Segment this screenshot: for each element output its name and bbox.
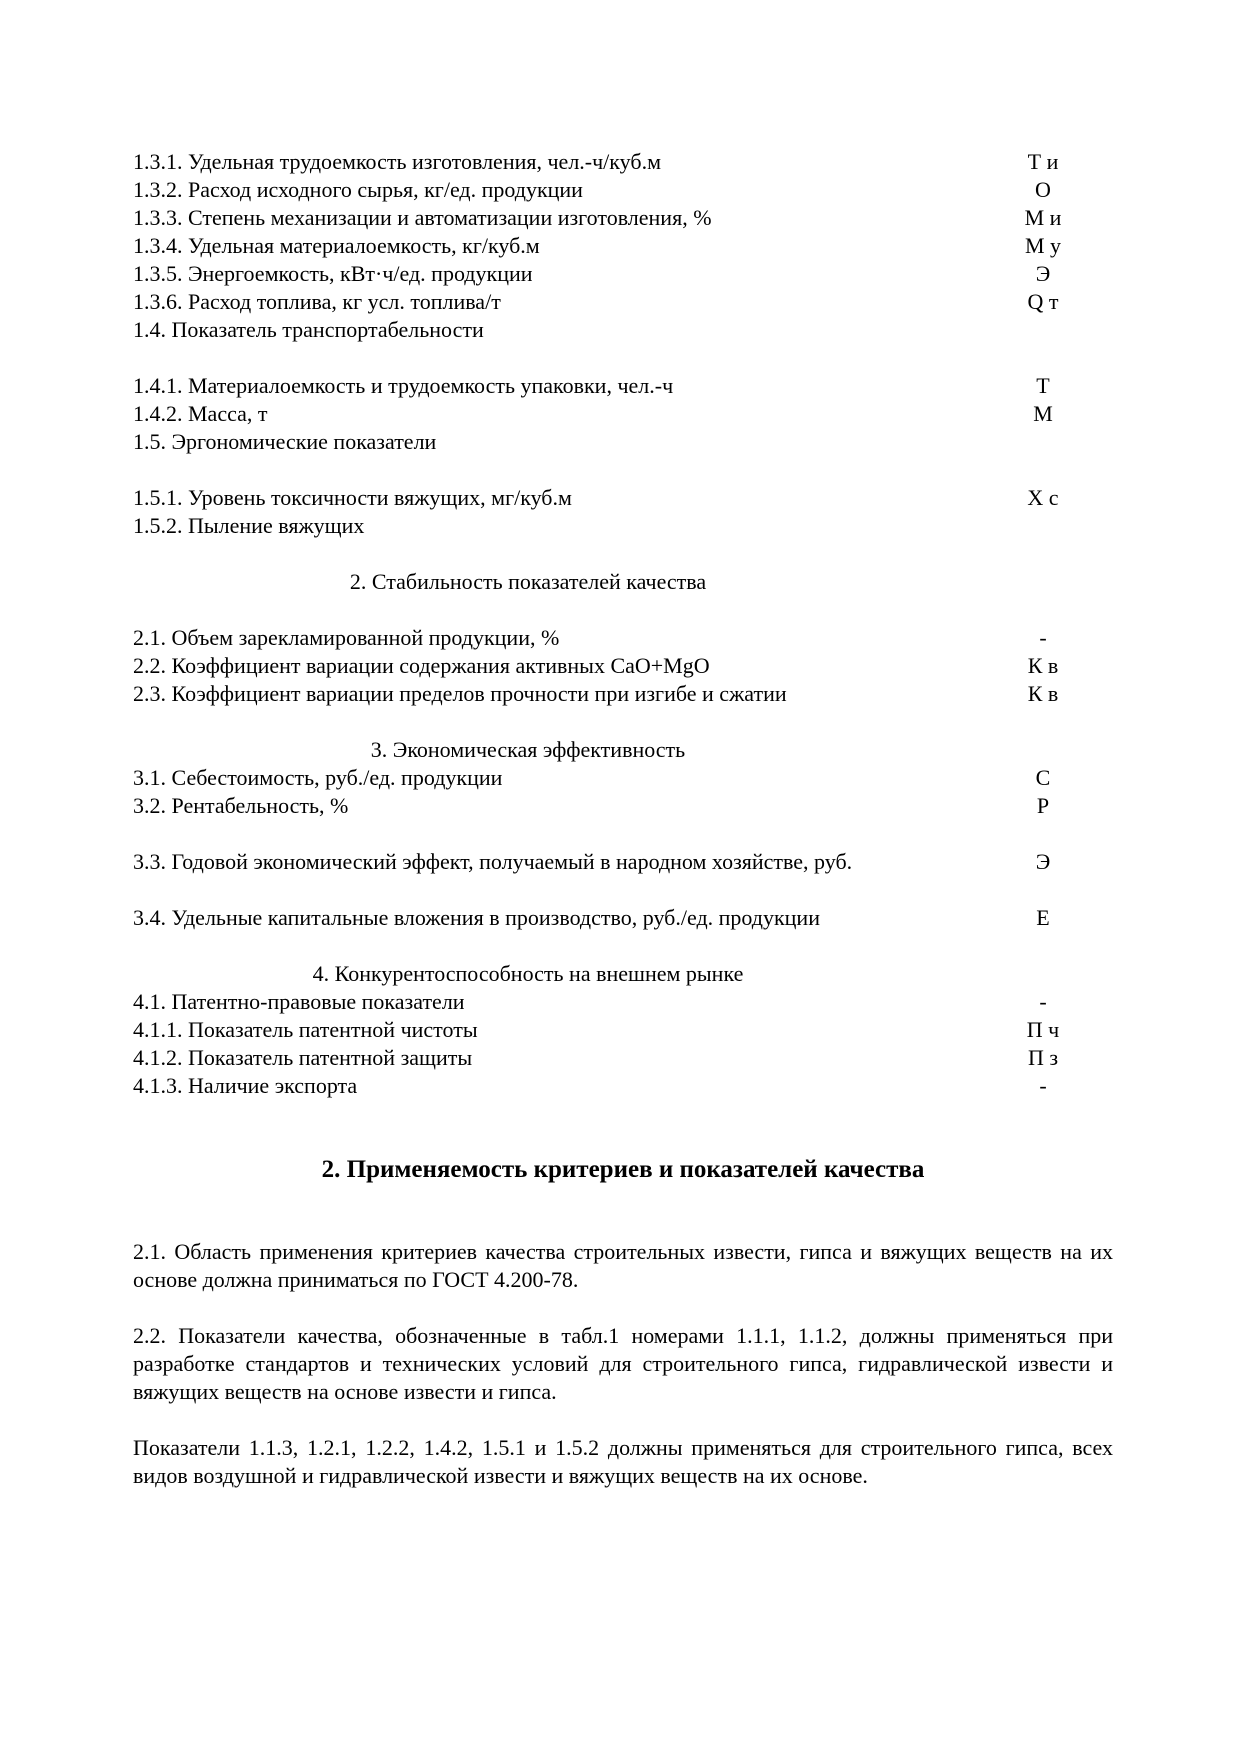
row-label: 1.5.1. Уровень токсичности вяжущих, мг/куб.м <box>133 485 572 510</box>
row-label: 1.3.5. Энергоемкость, кВт·ч/ед. продукции <box>133 261 533 286</box>
row-symbol <box>923 512 1113 540</box>
row-label: 1.3.4. Удельная материалоемкость, кг/куб.м <box>133 233 540 258</box>
spacer <box>133 1294 1113 1322</box>
spacer <box>133 596 1113 624</box>
row-symbol: Q т <box>1027 289 1059 314</box>
table-row <box>133 232 1113 260</box>
table-heading-stability <box>133 568 1113 596</box>
row-symbol: М <box>1033 401 1053 426</box>
row-label: 1.3.1. Удельная трудоемкость изготовления, чел.-ч/куб.м <box>133 149 661 174</box>
table-row <box>133 372 1113 400</box>
row-symbol: М у <box>1024 233 1062 258</box>
spacer <box>133 1188 1113 1238</box>
spacer <box>133 932 1113 960</box>
table-row <box>133 652 1113 680</box>
spacer <box>133 456 1113 484</box>
row-symbol: Э <box>1035 261 1051 286</box>
row-label: 3.2. Рентабельность, % <box>133 793 349 818</box>
spacer <box>133 540 1113 568</box>
spacer <box>133 344 1113 372</box>
row-symbol: Э <box>1035 849 1051 874</box>
table-group-2 <box>133 624 1113 708</box>
paragraph: 2.2. Показатели качества, обозначенные в табл.1 номерами 1.1.1, 1.1.2, должны применяться при разработке стандартов и технических условий для строительного гипса, гидравлической извести и вяжущих веществ на основе извести и гипса. <box>133 1323 1113 1404</box>
table-heading-economic <box>133 736 1113 764</box>
row-symbol: Р <box>1036 793 1050 818</box>
row-label: 3.3. Годовой экономический эффект, получаемый в народном хозяйстве, руб. <box>133 849 853 874</box>
heading-text: 4. Конкурентоспособность на внешнем рынке <box>312 961 744 986</box>
table-row <box>133 764 1113 792</box>
row-symbol: М и <box>1024 205 1062 230</box>
row-symbol <box>923 316 1113 344</box>
row-label: 4.1.1. Показатель патентной чистоты <box>133 1017 478 1042</box>
row-symbol: К в <box>1027 681 1059 706</box>
table-heading-competitiveness <box>133 960 1113 988</box>
spacer <box>133 820 1113 848</box>
row-label: 3.1. Себестоимость, руб./ед. продукции <box>133 765 503 790</box>
row-symbol: П ч <box>1026 1017 1060 1042</box>
row-label: 1.4. Показатель транспортабельности <box>133 317 484 342</box>
row-symbol: Е <box>1036 905 1050 930</box>
section-title: 2. Применяемость критериев и показателей качества <box>321 1156 925 1183</box>
row-symbol: Х с <box>1027 485 1059 510</box>
paragraph: Показатели 1.1.3, 1.2.1, 1.2.2, 1.4.2, 1.5.1 и 1.5.2 должны применяться для строительного гипса, всех видов воздушной и гидравлической извести и вяжущих веществ на их основе. <box>133 1435 1113 1488</box>
row-label: 1.5. Эргономические показатели <box>133 429 437 454</box>
row-label: 1.3.3. Степень механизации и автоматизации изготовления, % <box>133 205 712 230</box>
table-group-4 <box>133 988 1113 1100</box>
table-row <box>133 988 1113 1016</box>
row-label: 1.4.1. Материалоемкость и трудоемкость упаковки, чел.-ч <box>133 373 674 398</box>
row-label: 4.1.3. Наличие экспорта <box>133 1073 358 1098</box>
table-row <box>133 624 1113 652</box>
row-symbol: - <box>1039 989 1047 1014</box>
row-label: 3.4. Удельные капитальные вложения в производство, руб./ед. продукции <box>133 905 820 930</box>
heading-text: 2. Стабильность показателей качества <box>349 569 707 594</box>
table-row <box>133 204 1113 232</box>
table-row <box>133 848 1113 876</box>
table-group-1-5 <box>133 484 1113 540</box>
row-label: 1.5.2. Пыление вяжущих <box>133 513 365 538</box>
table-row <box>133 400 1113 428</box>
table-row <box>133 428 1113 456</box>
row-symbol: С <box>1035 765 1051 790</box>
table-row <box>133 1072 1113 1100</box>
spacer <box>133 708 1113 736</box>
row-label: 4.1.2. Показатель патентной защиты <box>133 1045 473 1070</box>
table-group-3 <box>133 764 1113 820</box>
row-symbol: П з <box>1027 1045 1059 1070</box>
table-row <box>133 1016 1113 1044</box>
row-symbol: - <box>1039 625 1047 650</box>
table-row <box>133 680 1113 708</box>
table-row <box>133 792 1113 820</box>
table-group-1-4 <box>133 372 1113 456</box>
table-group-1-3 <box>133 148 1113 344</box>
paragraph: 2.1. Область применения критериев качества строительных извести, гипса и вяжущих веществ на их основе должна приниматься по ГОСТ 4.200-78. <box>133 1239 1113 1292</box>
row-symbol: - <box>1039 1073 1047 1098</box>
table-row <box>133 260 1113 288</box>
document-page <box>133 148 1113 1490</box>
row-symbol: Т <box>1036 373 1050 398</box>
row-label: 2.1. Объем зарекламированной продукции, % <box>133 625 560 650</box>
table-row <box>133 176 1113 204</box>
table-row <box>133 484 1113 512</box>
row-label: 4.1. Патентно-правовые показатели <box>133 989 465 1014</box>
spacer <box>133 876 1113 904</box>
row-label: 2.2. Коэффициент вариации содержания активных CaO+MgO <box>133 653 710 678</box>
row-symbol <box>923 428 1113 456</box>
heading-text: 3. Экономическая эффективность <box>370 737 686 762</box>
row-label: 2.3. Коэффициент вариации пределов прочности при изгибе и сжатии <box>133 681 787 706</box>
table-row <box>133 512 1113 540</box>
table-row <box>133 148 1113 176</box>
row-symbol: О <box>1035 177 1051 202</box>
row-label: 1.3.6. Расход топлива, кг усл. топлива/т <box>133 289 501 314</box>
row-symbol: Т и <box>1027 149 1059 174</box>
row-symbol: К в <box>1027 653 1059 678</box>
table-row <box>133 316 1113 344</box>
table-row <box>133 288 1113 316</box>
table-row <box>133 1044 1113 1072</box>
table-row <box>133 904 1113 932</box>
row-label: 1.3.2. Расход исходного сырья, кг/ед. продукции <box>133 177 583 202</box>
row-label: 1.4.2. Масса, т <box>133 401 268 426</box>
spacer <box>133 1406 1113 1434</box>
